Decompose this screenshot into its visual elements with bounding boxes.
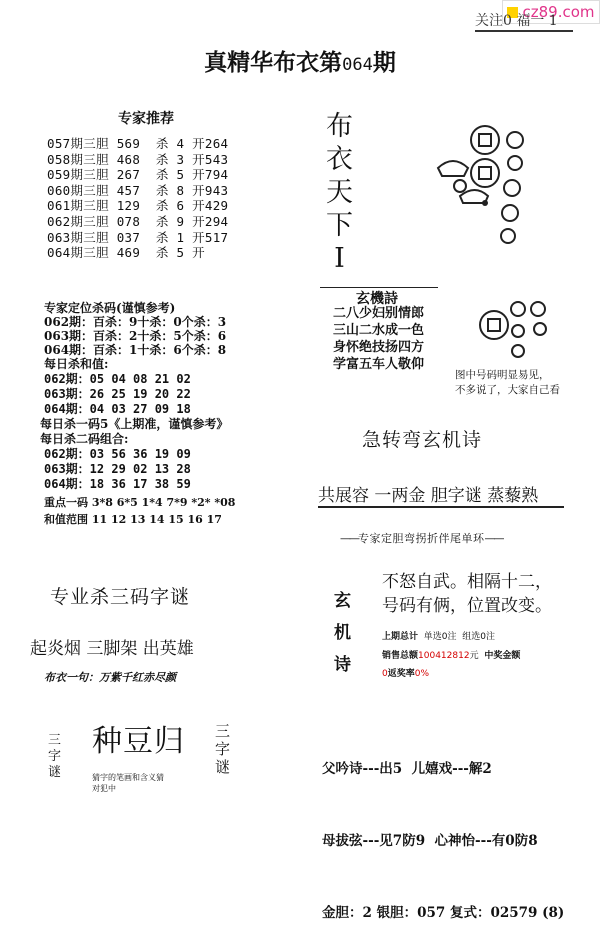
dan-banner: ——专家定胆弯拐折伴尾单环—— xyxy=(340,532,503,545)
riddle-main: 种豆归 xyxy=(92,724,185,759)
kill-three-line: 起炎烟 三脚架 出英雄 xyxy=(30,639,194,659)
expert-recommend-heading: 专家推荐 xyxy=(118,111,174,127)
riddle-label-left: 三 字 谜 xyxy=(48,733,62,780)
urgent-poem-heading: 急转弯玄机诗 xyxy=(362,429,483,451)
table-row: 063期三胆 037 杀 1 开517 xyxy=(47,229,229,245)
urgent-poem-line: 共展容 一两金 胆字谜 蒸藜熟 xyxy=(318,481,564,508)
top-banner: 关注0 福一 1 xyxy=(475,10,573,32)
buyi-tianxia-title: 布 衣 天 下 I xyxy=(326,111,353,274)
expert-recommend-table xyxy=(47,136,228,261)
table-row: 057期三胆 569 杀 4 开264 xyxy=(47,136,229,151)
table-row: 062期：03 56 36 19 09 xyxy=(44,447,191,461)
table-row: 061期三胆 129 杀 6 开429 xyxy=(47,198,229,214)
divider xyxy=(320,287,438,288)
xuanji-vertical: 玄 机 诗 xyxy=(334,591,351,675)
table-row: 059期三胆 267 杀 5 开794 xyxy=(47,167,229,183)
big-poem: 不怒自武。相隔十二， 号码有俩，位置改变。 xyxy=(382,572,552,616)
buyi-sentence: 布衣一句：万紫千红赤尽颜 xyxy=(44,671,176,684)
key-one-code: 重点一码 3*8 6*5 1*4 7*9 *2* *08 xyxy=(44,496,236,509)
stats-sales: 销售总额100412812元 中奖金额 xyxy=(382,651,521,661)
figure-note: 图中号码明显易见， 不多说了，大家自己看 xyxy=(455,369,560,396)
daily-two-heading: 每日杀二码组合: xyxy=(40,432,129,446)
daily-sum-table xyxy=(44,372,191,417)
stats-rebate: 0返奖率0% xyxy=(382,669,430,679)
daily-one-heading: 每日杀一码5《上期准，谨慎参考》 xyxy=(40,417,229,431)
daily-sum-heading: 每日杀和值: xyxy=(44,357,109,371)
daily-two-table xyxy=(44,447,191,492)
table-row: 063期：百杀：2十杀：5个杀：6 xyxy=(44,329,227,344)
table-row: 064期：04 03 27 09 18 xyxy=(44,402,191,416)
table-row: 063期：26 25 19 20 22 xyxy=(44,387,191,401)
position-kill-table xyxy=(44,315,226,358)
table-row: 064期：18 36 17 38 59 xyxy=(44,477,191,491)
kill-three-heading: 专业杀三码字谜 xyxy=(50,586,191,608)
table-row: 060期三胆 457 杀 8 开943 xyxy=(47,182,229,198)
table-row: 062期三胆 078 杀 9 开294 xyxy=(47,213,229,229)
table-row: 064期：百杀：1十杀：6个杀：8 xyxy=(44,343,227,358)
coins-figure-icon xyxy=(466,295,556,365)
table-row: 058期三胆 468 杀 3 开543 xyxy=(47,151,229,167)
xuanji-poem-lines: 二八少妇别情郎 三山二水成一色 身怀绝技扬四方 学富五车人敬仰 xyxy=(333,306,425,372)
page-title: 真精华布衣第064期 xyxy=(204,49,396,76)
xuanji-poem-heading: 玄機詩 xyxy=(356,291,398,307)
final-lines: 父吟诗---出5 儿嬉戏---解2 母拔弦---见7防9 心神怡---有0防8 金胆：2 银胆：057 复式：02579 (8) xyxy=(322,761,565,921)
stats-last: 上期总计 单选0注 组选0注 xyxy=(382,632,495,642)
position-kill-heading: 专家定位杀码(谨慎参考) xyxy=(44,301,176,315)
coins-ingot-icon xyxy=(430,118,540,248)
table-row: 064期三胆 469 杀 5 开 xyxy=(47,245,205,261)
table-row: 062期：百杀：9十杀：0个杀：3 xyxy=(44,315,227,329)
table-row: 063期：12 29 02 13 28 xyxy=(44,462,191,476)
site-name: cz89.com xyxy=(522,3,595,21)
table-row: 062期：05 04 08 21 02 xyxy=(44,372,191,386)
riddle-note: 猜字的笔画和含义猜 对犯中 xyxy=(92,773,164,793)
sum-span: 和值范围 11 12 13 14 15 16 17 xyxy=(44,513,222,526)
riddle-label-right: 三 字 谜 xyxy=(215,722,231,776)
